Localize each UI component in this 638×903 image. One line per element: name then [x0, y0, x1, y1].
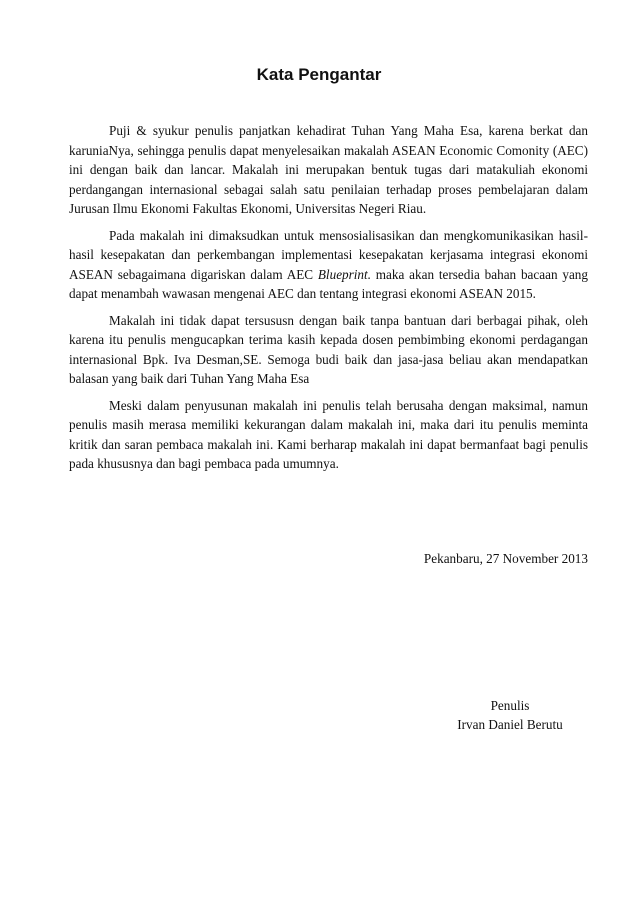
paragraph-2-part-2: maka akan tersedia bahan bacaan yang dapat menambah wawasan mengenai AEC dan tentang integrasi ekonomi ASEAN 2015.: [69, 266, 588, 301]
page-title: Kata Pengantar: [256, 65, 382, 84]
paragraph-1: Puji & syukur penulis panjatkan kehadirat Tuhan Yang Maha Esa, karena berkat dan karuniaNya, sehingga penulis dapat menyelesaikan makalah ASEAN Economic Comonity (AEC) ini dengan baik dan lancar. Makalah ini merupakan bentuk tugas dari matakuliah ekonomi perdangangan internasional sebagai salah satu penilaian terhadap proses pembelajaran dalam Jurusan Ilmu Ekonomi Fakultas Ekonomi, Universitas Negeri Riau.: [69, 123, 588, 216]
blueprint-italic: Blueprint.: [317, 266, 371, 282]
signature-role: Penulis: [490, 698, 530, 713]
paragraph-2: [69, 226, 588, 304]
paragraph-4: Meski dalam penyusunan makalah ini penulis telah berusaha dengan maksimal, namun penulis masih merasa memiliki kekurangan dalam makalah ini, maka dari itu penulis meminta kritik dan saran pembaca makalah ini. Kami berharap makalah ini dapat bermanfaat bagi penulis pada khususnya dan bagi pembaca pada umumnya.: [69, 397, 588, 471]
signature-name: Irvan Daniel Berutu: [457, 717, 563, 732]
signature-block: [440, 696, 580, 734]
paragraph-3: Makalah ini tidak dapat tersususn dengan baik tanpa bantuan dari berbagai pihak, oleh karena itu penulis mengucapkan terima kasih kepada dosen pembimbing ekonomi perdagangan internasional Bpk. Iva Desman,SE. Semoga budi baik dan jasa-jasa beliau akan mendapatkan balasan yang baik dari Tuhan Yang Maha Esa: [69, 312, 588, 386]
body-text: [69, 121, 588, 481]
paragraph-2-part-1: Pada makalah ini dimaksudkan untuk mensosialisasikan dan mengkomunikasikan hasil-hasil kesepakatan dan perkembangan implementasi kesepakatan kerjasama integrasi ekonomi ASEAN sebagaimana digariskan dalam AEC: [69, 227, 588, 282]
place-date: Pekanbaru, 27 November 2013: [423, 551, 588, 566]
